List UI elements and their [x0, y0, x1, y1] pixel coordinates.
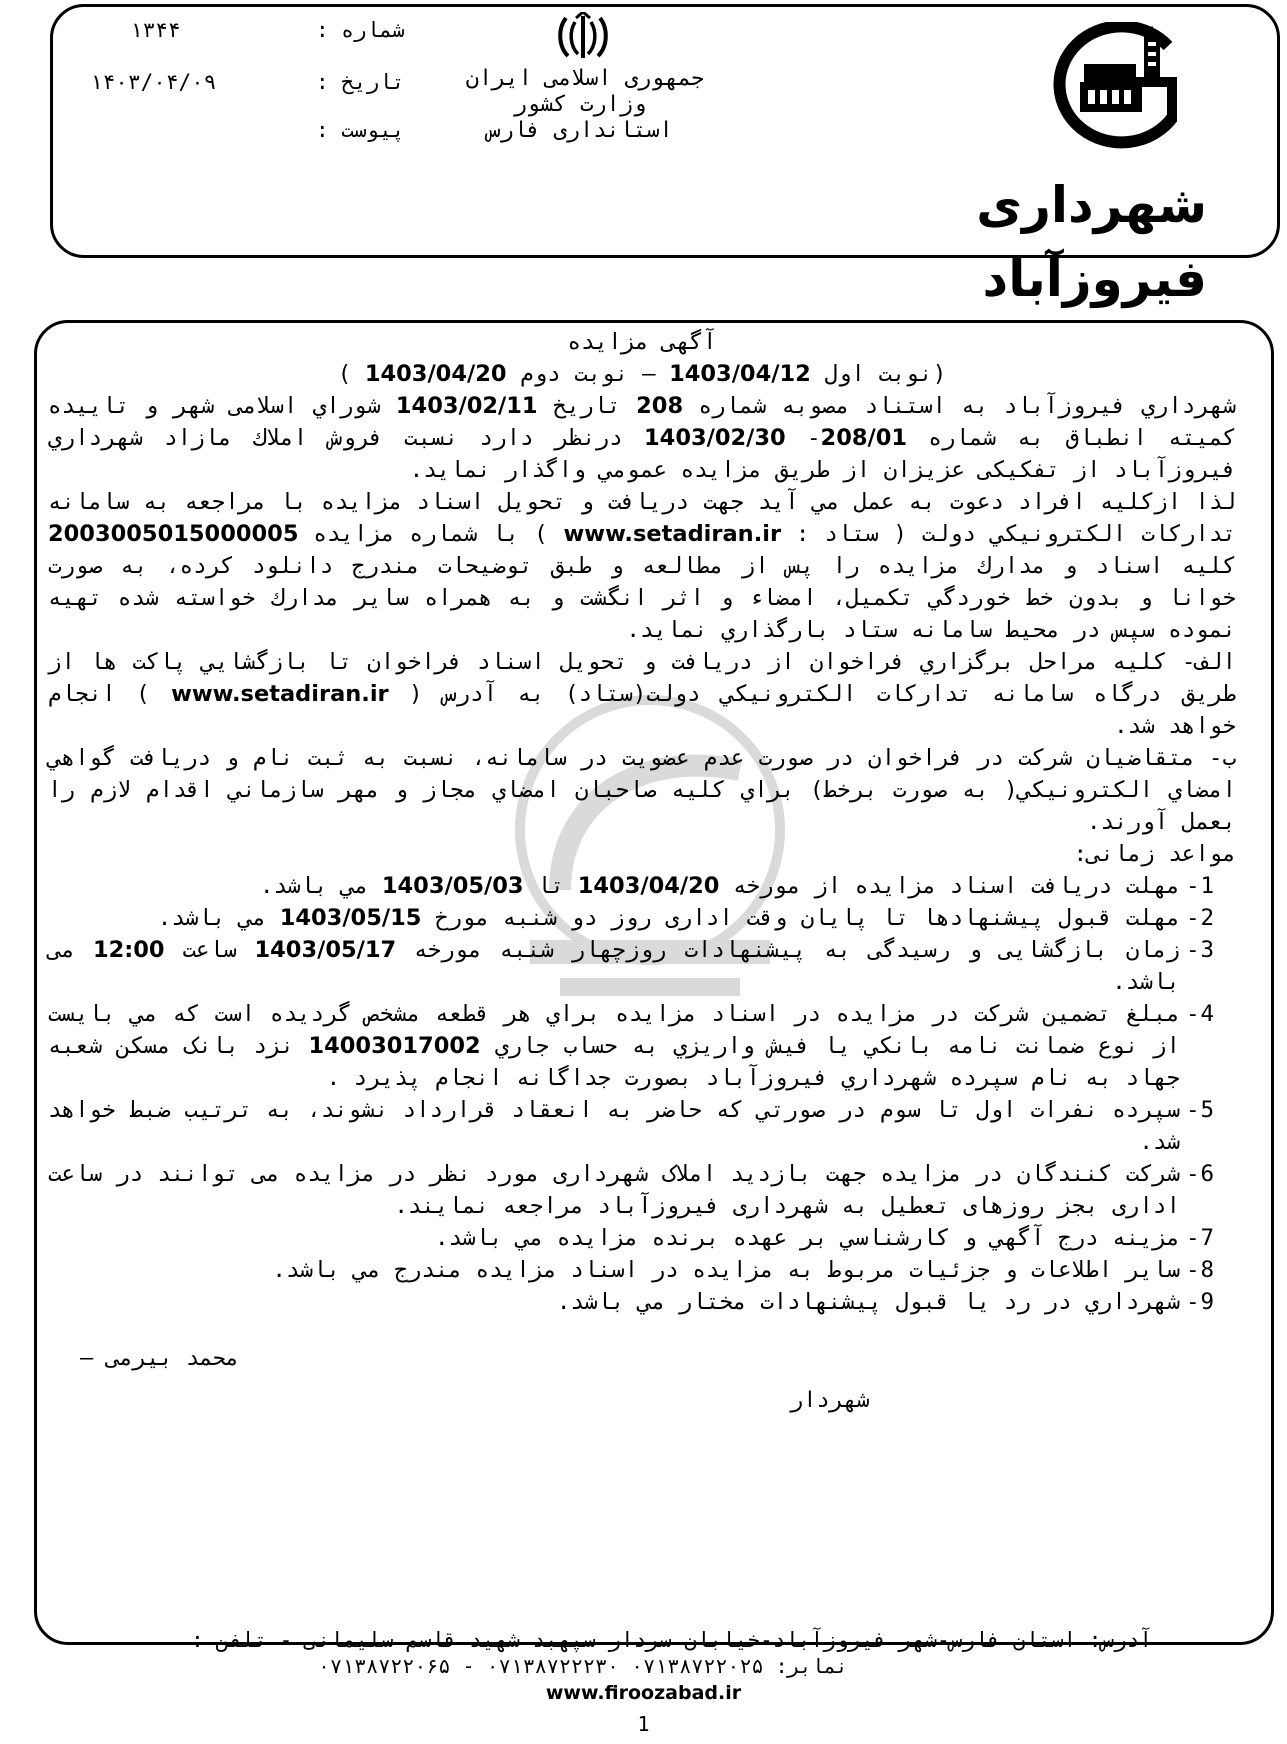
- date-value: ۱۴۰۳/۰۴/۰۹: [90, 70, 217, 94]
- list-item: -3 زمان بازگشایی و رسیدگی به پیشنهادات روزچهار شنبه مورخه 1403/05/17 ساعت 12:00 می باشد.: [48, 937, 1216, 995]
- number-value: ۱۳۴۴: [130, 18, 181, 42]
- list-item: -1 مهلت دريافت اسناد مزايده از مورخه 1403/04/20 تا 1403/05/03 مي باشد.: [259, 873, 1216, 899]
- page-number: 1: [637, 1712, 650, 1736]
- number-label: شماره :: [316, 18, 405, 42]
- footer-phones: ۰۷۱۳۸۷۲۲۰۶۵ - ۰۷۱۳۸۷۲۲۲۳۰ نمابر: ۰۷۱۳۸۷۲۲۰۲۵: [318, 1654, 848, 1678]
- setad-link-2[interactable]: www.setadiran.ir: [171, 681, 389, 707]
- deadlines-heading: مواعد زمانی:: [1073, 841, 1236, 867]
- auction-number: 2003005015000005: [48, 521, 299, 547]
- list-item: -6 شرکت کنندگان در مزایده جهت بازدید املاک شهرداری مورد نظر در مزایده می توانند در ساعت اداری بجز روزهای تعطیل به شهرداری فیروزآباد مراجعه نمایند.: [48, 1161, 1216, 1219]
- list-item: -9 شهرداري در رد يا قبول پيشنهادات مختار مي باشد.: [556, 1289, 1216, 1315]
- paragraph-alef: الف- کليه مراحل برگزاري فراخوان از دريافت و تحويل اسناد فراخوان تا بازگشايي پاکت ها از طريق درگاه سامانه تدارکات الکترونيکي دولت(ستاد) به آدرس ( www.setadiran.ir ) انجام خواهد شد.: [48, 649, 1237, 739]
- signatory-title: شهردار: [790, 1388, 870, 1413]
- gov-line-3: استانداری فارس: [487, 118, 673, 143]
- date-label: تاریخ :: [316, 70, 405, 94]
- footer-website-link[interactable]: www.firoozabad.ir: [545, 1682, 742, 1704]
- municipality-logo: [1040, 22, 1190, 152]
- municipality-name: شهرداری فیروزآباد: [976, 176, 1207, 308]
- list-item: -8 ساير اطلاعات و جزئيات مربوط به مزايده در اسناد مزايده مندرج مي باشد.: [272, 1257, 1216, 1283]
- list-item: -5 سپرده نفرات اول تا سوم در صورتي كه حاضر به انعقاد قرارداد نشوند، به ترتيب ضبط خواهد شد.: [48, 1097, 1216, 1155]
- list-item: -2 مهلت قبول پیشنهادها تا پایان وقت اداری روز دو شنبه مورخ 1403/05/15 مي باشد.: [157, 905, 1216, 931]
- gov-line-1: جمهوری اسلامی ایران: [465, 66, 705, 91]
- notice-rounds: (نوبت اول 1403/04/12 – نوبت دوم 1403/04/20 ): [337, 361, 947, 387]
- paragraph-invitation: لذا ازکليه افراد دعوت به عمل مي آيد جهت دريافت و تحويل اسناد مزايده با مراجعه به سامانه تدارکات الکترونيکي دولت ( ستاد : www.setadiran.ir ) با شماره مزايده 2003005015000005 کليه اسناد و مدارك مزايده را پس از مطالعه و طبق توضيحات مندرج دانلود کرده، به صورت خوانا و بدون خط خوردگي تکميل، امضاء و اثر انگشت و به همراه ساير مدارك خواسته شده تهيه نموده سپس در محيط سامانه ستاد بارگذاري نمايد.: [48, 489, 1237, 643]
- paragraph-intro: شهرداري فيروزآباد به استناد مصوبه شماره 208 تاريخ 1403/02/11 شوراي اسلامی شهر و تاييده کميته انطباق به شماره 208/01- 1403/02/30 درنظر دارد نسبت فروش املاك مازاد شهرداري فيروزآباد از تفکیکی عزیزان از طريق مزايده عمومي واگذار نمايد.: [48, 393, 1237, 483]
- attachment-label: پیوست :: [316, 118, 405, 142]
- notice-body: [48, 326, 1236, 1318]
- list-item: -4 مبلغ تضمین شرکت در مزايده در اسناد مزايده براي هر قطعه مشخص گرديده است كه مي بايست از نوع ضمانت نامه بانكي يا فيش واريزي به حساب جاري 14003017002 نزد بانک مسکن شعبه جهاد به نام سپرده شهرداري فيروزآباد بصورت جداگانه انجام پذيرد .: [48, 1001, 1216, 1091]
- paragraph-be: ب- متقاضيان شرکت در فراخوان در صورت عدم عضويت در سامانه، نسبت به ثبت نام و دريافت گواهي امضاي الکترونيکي( به صورت برخط) براي کليه صاحبان امضاي مجاز و مهر سازماني اقدام لازم را بعمل آورند.: [48, 745, 1236, 835]
- setad-link[interactable]: www.setadiran.ir: [563, 521, 782, 547]
- footer-address: آدرس: استان فارس-شهر فیروزآباد-خیابان سردار سپهبد شهید قاسم سلیمانی - تلفن :: [191, 1628, 1152, 1652]
- gov-line-2: وزارت کشور: [513, 92, 647, 117]
- iran-emblem-icon: [556, 12, 610, 62]
- list-item: -7 مزينه درج آگهي و كارشناسي بر عهده برنده مزايده مي باشد.: [434, 1225, 1216, 1251]
- signatory-name: محمد بیرمی –: [80, 1346, 239, 1371]
- notice-title: آگهی مزایده: [567, 329, 717, 355]
